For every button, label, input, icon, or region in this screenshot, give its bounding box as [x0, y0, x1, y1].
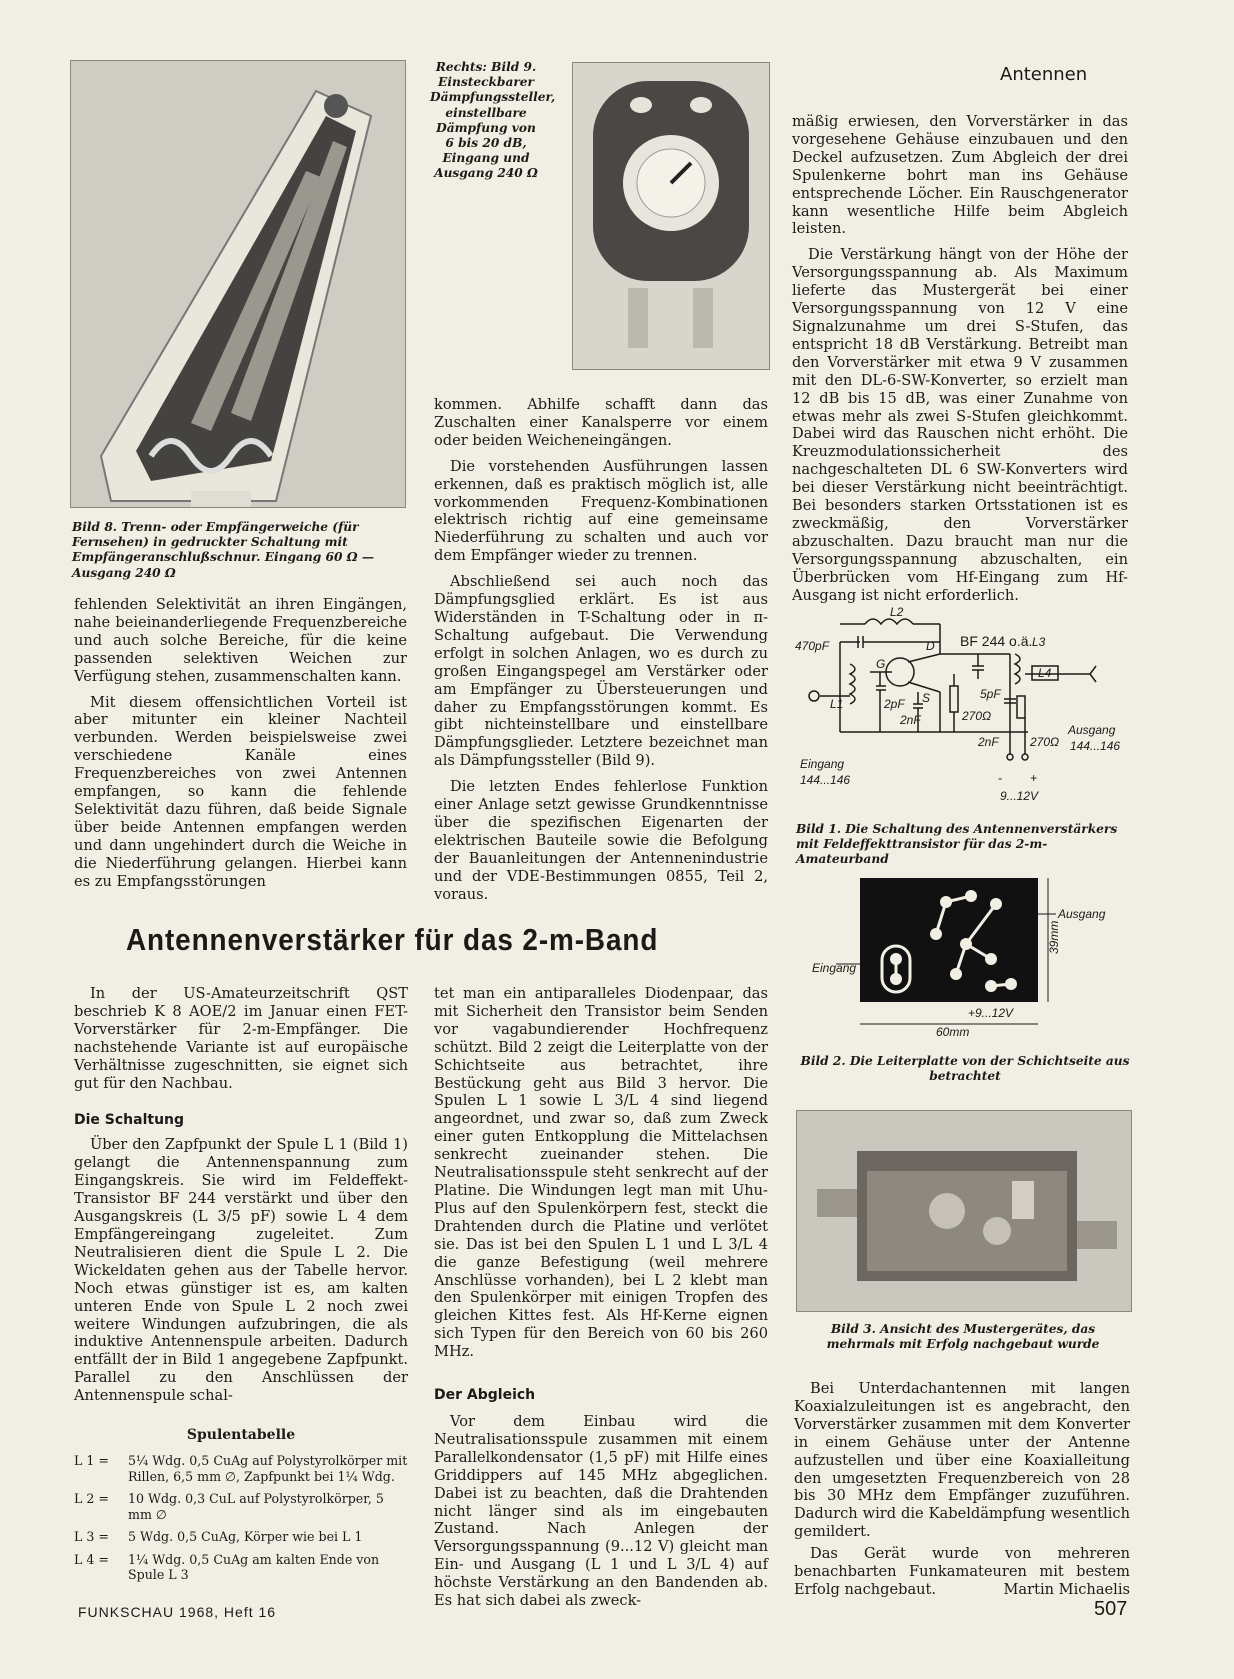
label-r270: 270Ω: [962, 709, 992, 723]
label-g: G: [876, 657, 886, 671]
label-plus: +: [1030, 771, 1038, 785]
label-transistor: BF 244 o.ä.: [960, 633, 1033, 649]
caption-bild3: Bild 3. Ansicht des Mustergerätes, das mehrmals mit Erfolg nachgebaut wurde: [826, 1322, 1100, 1352]
label-l3: L3: [1032, 635, 1046, 649]
caption-bild8: Bild 8. Trenn- oder Empfängerweiche (für Fernsehen) in gedruckter Schaltung mit Empfängeranschlußschnur. Eingang 60 Ω — Ausgang 240 Ω: [72, 520, 375, 580]
photo-bild9: [572, 62, 770, 370]
paragraph: Mit diesem offensichtlichen Vorteil ist aber mitunter ein kleiner Nachteil verbunden. Werden beispielsweise zwei verschiedene Kanäle eines Frequenzbereiches von zwei Antennen empfangen, so kann die fehlende Selektivität dazu führen, daß beide Signale über beide Antennen empfangen werden und dann ungehindert durch die Weiche in die Niederführung gelangen. Hierbei kann es zu Empfangsstörungen: [74, 693, 407, 890]
table-row: L 1 = 5¼ Wdg. 0,5 CuAg auf Polystyrolkörper mit Rillen, 6,5 mm ∅, Zapfpunkt bei 1¼ Wdg.: [74, 1453, 408, 1484]
photo-bild8: [70, 60, 406, 508]
subheading-schaltung: Die Schaltung: [74, 1112, 185, 1129]
label-supply: 9...12V: [1000, 789, 1039, 803]
paragraph: kommen. Abhilfe schafft dann das Zuschalten einer Kanalsperre vor einem oder beiden Weicheneingängen.: [434, 396, 768, 449]
table-row: L 2 = 10 Wdg. 0,3 CuL auf Polystyrolkörper, 5 mm ∅: [74, 1491, 384, 1522]
paragraph: fehlenden Selektivität an ihren Eingängen, nahe beieinanderliegende Frequenzbereiche und auch solche Bereiche, für die keine passenden selektiven Weichen zur Verfügung stehen, zusammenschalten kann.: [74, 596, 407, 685]
label-l4: L4: [1038, 666, 1052, 680]
paragraph: Die vorstehenden Ausführungen lassen erkennen, daß es praktisch möglich ist, alle vorkommenden Frequenz-Kombinationen elektrisch richtig auf eine gemeinsame Niederführung zu schalten und auch vor dem Empfänger wieder zu trennen.: [434, 457, 768, 565]
footer-journal: FUNKSCHAU 1968, Heft 16: [78, 1604, 277, 1620]
label-ausgang: Ausgang: [1068, 723, 1116, 737]
paragraph: Die Verstärkung hängt von der Höhe der Versorgungsspannung ab. Als Maximum lieferte das Mustergerät bei einer Versorgungsspannung von 12 V eine Signalzunahme um drei S-Stufen, das entspricht 18 dB Verstärkung. Betreibt man den Vorverstärker mit etwa 9 V zusammen mit den DL-6-SW-Konverter, so erzielt man 12 dB bis 15 dB, was einer Zunahme von etwas mehr als zwei S-Stufen gleichkommt. Dabei wird das Rauschen nicht erhöht. Die Kreuzmodulationssicherheit des nachgeschalteten DL 6 SW-Konverters wird bei dieser Verstärkung nicht beeinträchtigt. Bei besonders starken Ortsstationen ist es zweckmäßig, den Vorverstärker abzuschalten. Dazu braucht man nur die Versorgungsspannung abzuschalten, ein Überbrücken vom Hf-Eingang zum Hf-Ausgang ist nicht erforderlich.: [792, 246, 1128, 604]
table-row: L 3 = 5 Wdg. 0,5 CuAg, Körper wie bei L 1: [74, 1529, 363, 1545]
label-out-freq: 144...146: [1070, 739, 1121, 753]
caption-bild2: Bild 2. Die Leiterplatte von der Schichtseite aus betrachtet: [800, 1054, 1130, 1084]
section-header: Antennen: [1000, 64, 1088, 85]
schematic-bild1: [795, 604, 1130, 814]
subheading-abgleich: Der Abgleich: [434, 1387, 536, 1404]
label-c2nf: 2nF: [900, 713, 921, 727]
caption-bild1: Bild 1. Die Schaltung des Antennenverstärkers mit Feldeffekttransistor für das 2-m-Amateurband: [796, 822, 1118, 867]
pcb-label-height: 39mm: [1047, 920, 1061, 954]
label-minus: -: [998, 771, 1002, 785]
author: Martin Michaelis: [1003, 1580, 1130, 1598]
article2-title: Antennenverstärker für das 2-m-Band: [126, 922, 659, 957]
label-c470: 470pF: [795, 639, 830, 653]
article2-mid-column: [434, 985, 768, 1610]
paragraph: Bei Unterdachantennen mit langen Koaxialzuleitungen ist es angebracht, den Vorverstärker zusammen mit dem Konverter in einem Gehäuse unter der Antenne aufzustellen und über eine Koaxialleitung den umgesetzten Frequenzbereich von 28 bis 30 MHz dem Empfänger zuzuführen. Dadurch wird die Kabeldämpfung wesentlich gemildert.: [794, 1380, 1130, 1541]
table-title: Spulentabelle: [186, 1427, 296, 1444]
spulentabelle: [74, 1453, 408, 1590]
table-row: L 4 = 1¼ Wdg. 0,5 CuAg am kalten Ende von Spule L 3: [74, 1551, 380, 1583]
intro-paragraph: In der US-Amateurzeitschrift QST beschrieb K 8 AOE/2 im Januar einen FET-Vorverstärker für 2-m-Empfänger. Die nachstehende Variante ist auf europäische Verhältnisse zugeschnitten, sie eignet sich gut für den Nachbau.: [74, 985, 408, 1092]
paragraph: mäßig erwiesen, den Vorverstärker in das vorgesehene Gehäuse einzubauen und den Deckel aufzusetzen. Zum Abgleich der drei Spulenkerne bohrt man ins Gehäuse entsprechende Löcher. Ein Rauschgenerator kann wesentliche Hilfe beim Abgleich leisten.: [792, 113, 1128, 238]
paragraph: Über den Zapfpunkt der Spule L 1 (Bild 1) gelangt die Antennenspannung zum Eingangskreis. Sie wird im Feldeffekt-Transistor BF 244 verstärkt und über den Ausgangskreis (L 3/5 pF) sowie L 4 dem Empfängereingang zugeleitet. Zum Neutralisieren dient die Spule L 2. Die Wickeldaten gehen aus der Tabelle hervor. Noch etwas günstiger ist es, am kalten unteren Ende von Spule L 2 noch zwei weitere Windungen aufzubringen, die als induktive Antennenspule arbeiten. Dadurch entfällt der in Bild 1 angegebene Zapfpunkt. Parallel zu den Anschlüssen der Antennenspule schal-: [74, 1136, 408, 1405]
page-number: 507: [1094, 1598, 1128, 1620]
label-c2pf: 2pF: [884, 697, 905, 711]
caption-bild9: Rechts: Bild 9. Einsteckbarer Dämpfungssteller, einstellbare Dämpfung von 6 bis 20 dB, Eingang und Ausgang 240 Ω: [430, 60, 556, 181]
pcb-label-width: 60mm: [936, 1025, 970, 1039]
article1-right-column: [792, 113, 1128, 604]
article1-mid-column: [434, 396, 768, 903]
label-l2: L2: [890, 605, 904, 619]
pcb-label-supply: +9...12V: [968, 1006, 1014, 1020]
article1-left-column: [74, 596, 407, 891]
article2-right-column: [794, 1380, 1130, 1599]
label-r270-2: 270Ω: [1030, 735, 1060, 749]
photo-bild3: [796, 1110, 1132, 1312]
paragraph: Das Gerät wurde von mehreren benachbarten Funkamateuren mit bestem Erfolg nachgebaut.: [794, 1545, 1130, 1598]
label-c2nf-2: 2nF: [978, 735, 999, 749]
label-eingang: Eingang: [800, 757, 845, 771]
label-l1: L1: [830, 697, 844, 711]
article2-left-column: [74, 985, 408, 1590]
paragraph: Vor dem Einbau wird die Neutralisationsspule zusammen mit einem Parallelkondensator (1,5 pF) mit Hilfe eines Griddippers auf 145 MHz abgeglichen. Dabei ist zu beachten, daß die Drahtenden nicht länger sind als im eingebauten Zustand. Nach Anlegen der Versorgungsspannung (9...12 V) gleicht man Ein- und Ausgang (L 1 und L 3/L 4) auf höchste Verstärkung an den Bandenden ab. Es hat sich dabei als zweck-: [434, 1413, 768, 1610]
paragraph: Die letzten Endes fehlerlose Funktion einer Anlage setzt gewisse Grundkenntnisse über die spezifischen Eigenarten der elektrischen Bauteile sowie die Befolgung der Bauanleitungen der Antennenindustrie und der VDE-Bestimmungen 0855, Teil 2, voraus.: [434, 778, 768, 903]
label-c5pf: 5pF: [980, 687, 1001, 701]
label-d: D: [926, 639, 935, 653]
pcb-label-ausgang: Ausgang: [1058, 907, 1106, 921]
pcb-bild2: [796, 874, 1130, 1040]
label-s: S: [922, 691, 931, 705]
label-in-freq: 144...146: [800, 773, 851, 787]
paragraph: Abschließend sei auch noch das Dämpfungsglied erklärt. Es ist aus Widerständen in T-Schaltung oder in π-Schaltung aufgebaut. Die Verwendung erfolgt in solchen Anlagen, wo es durch zu großen Eingangspegel am Verstärker oder am Empfänger zu Übersteuerungen und daher zu Empfangsstörungen kommt. Es gibt nichteinstellbare und einstellbare Dämpfungsglieder. Letztere bezeichnet man als Dämpfungssteller (Bild 9).: [434, 573, 768, 770]
pcb-label-eingang: Eingang: [812, 961, 857, 975]
paragraph: tet man ein antiparalleles Diodenpaar, das mit Sicherheit den Transistor beim Senden vor vagabundierender Hochfrequenz schützt. Bild 2 zeigt die Leiterplatte von der Schichtseite aus betrachtet, ihre Bestückung geht aus Bild 3 hervor. Die Spulen L 1 sowie L 3/L 4 sind liegend angeordnet, und zwar so, daß zum Zweck einer guten Entkopplung die Mittelachsen senkrecht zueinander stehen. Die Neutralisationsspule steht senkrecht auf der Platine. Die Windungen legt man mit Uhu-Plus auf den Spulenkörpern fest, steckt die Drahtenden durch die Platine und verlötet sie. Das ist bei den Spulen L 1 und L 3/L 4 die ganze Befestigung (weil mehrere Anschlüsse vorhanden), bei L 2 klebt man den Spulenkörper mit einigen Tropfen des gleichen Kittes fest. Als Hf-Kerne eignen sich Typen für den Bereich von 60 bis 260 MHz.: [434, 985, 768, 1361]
